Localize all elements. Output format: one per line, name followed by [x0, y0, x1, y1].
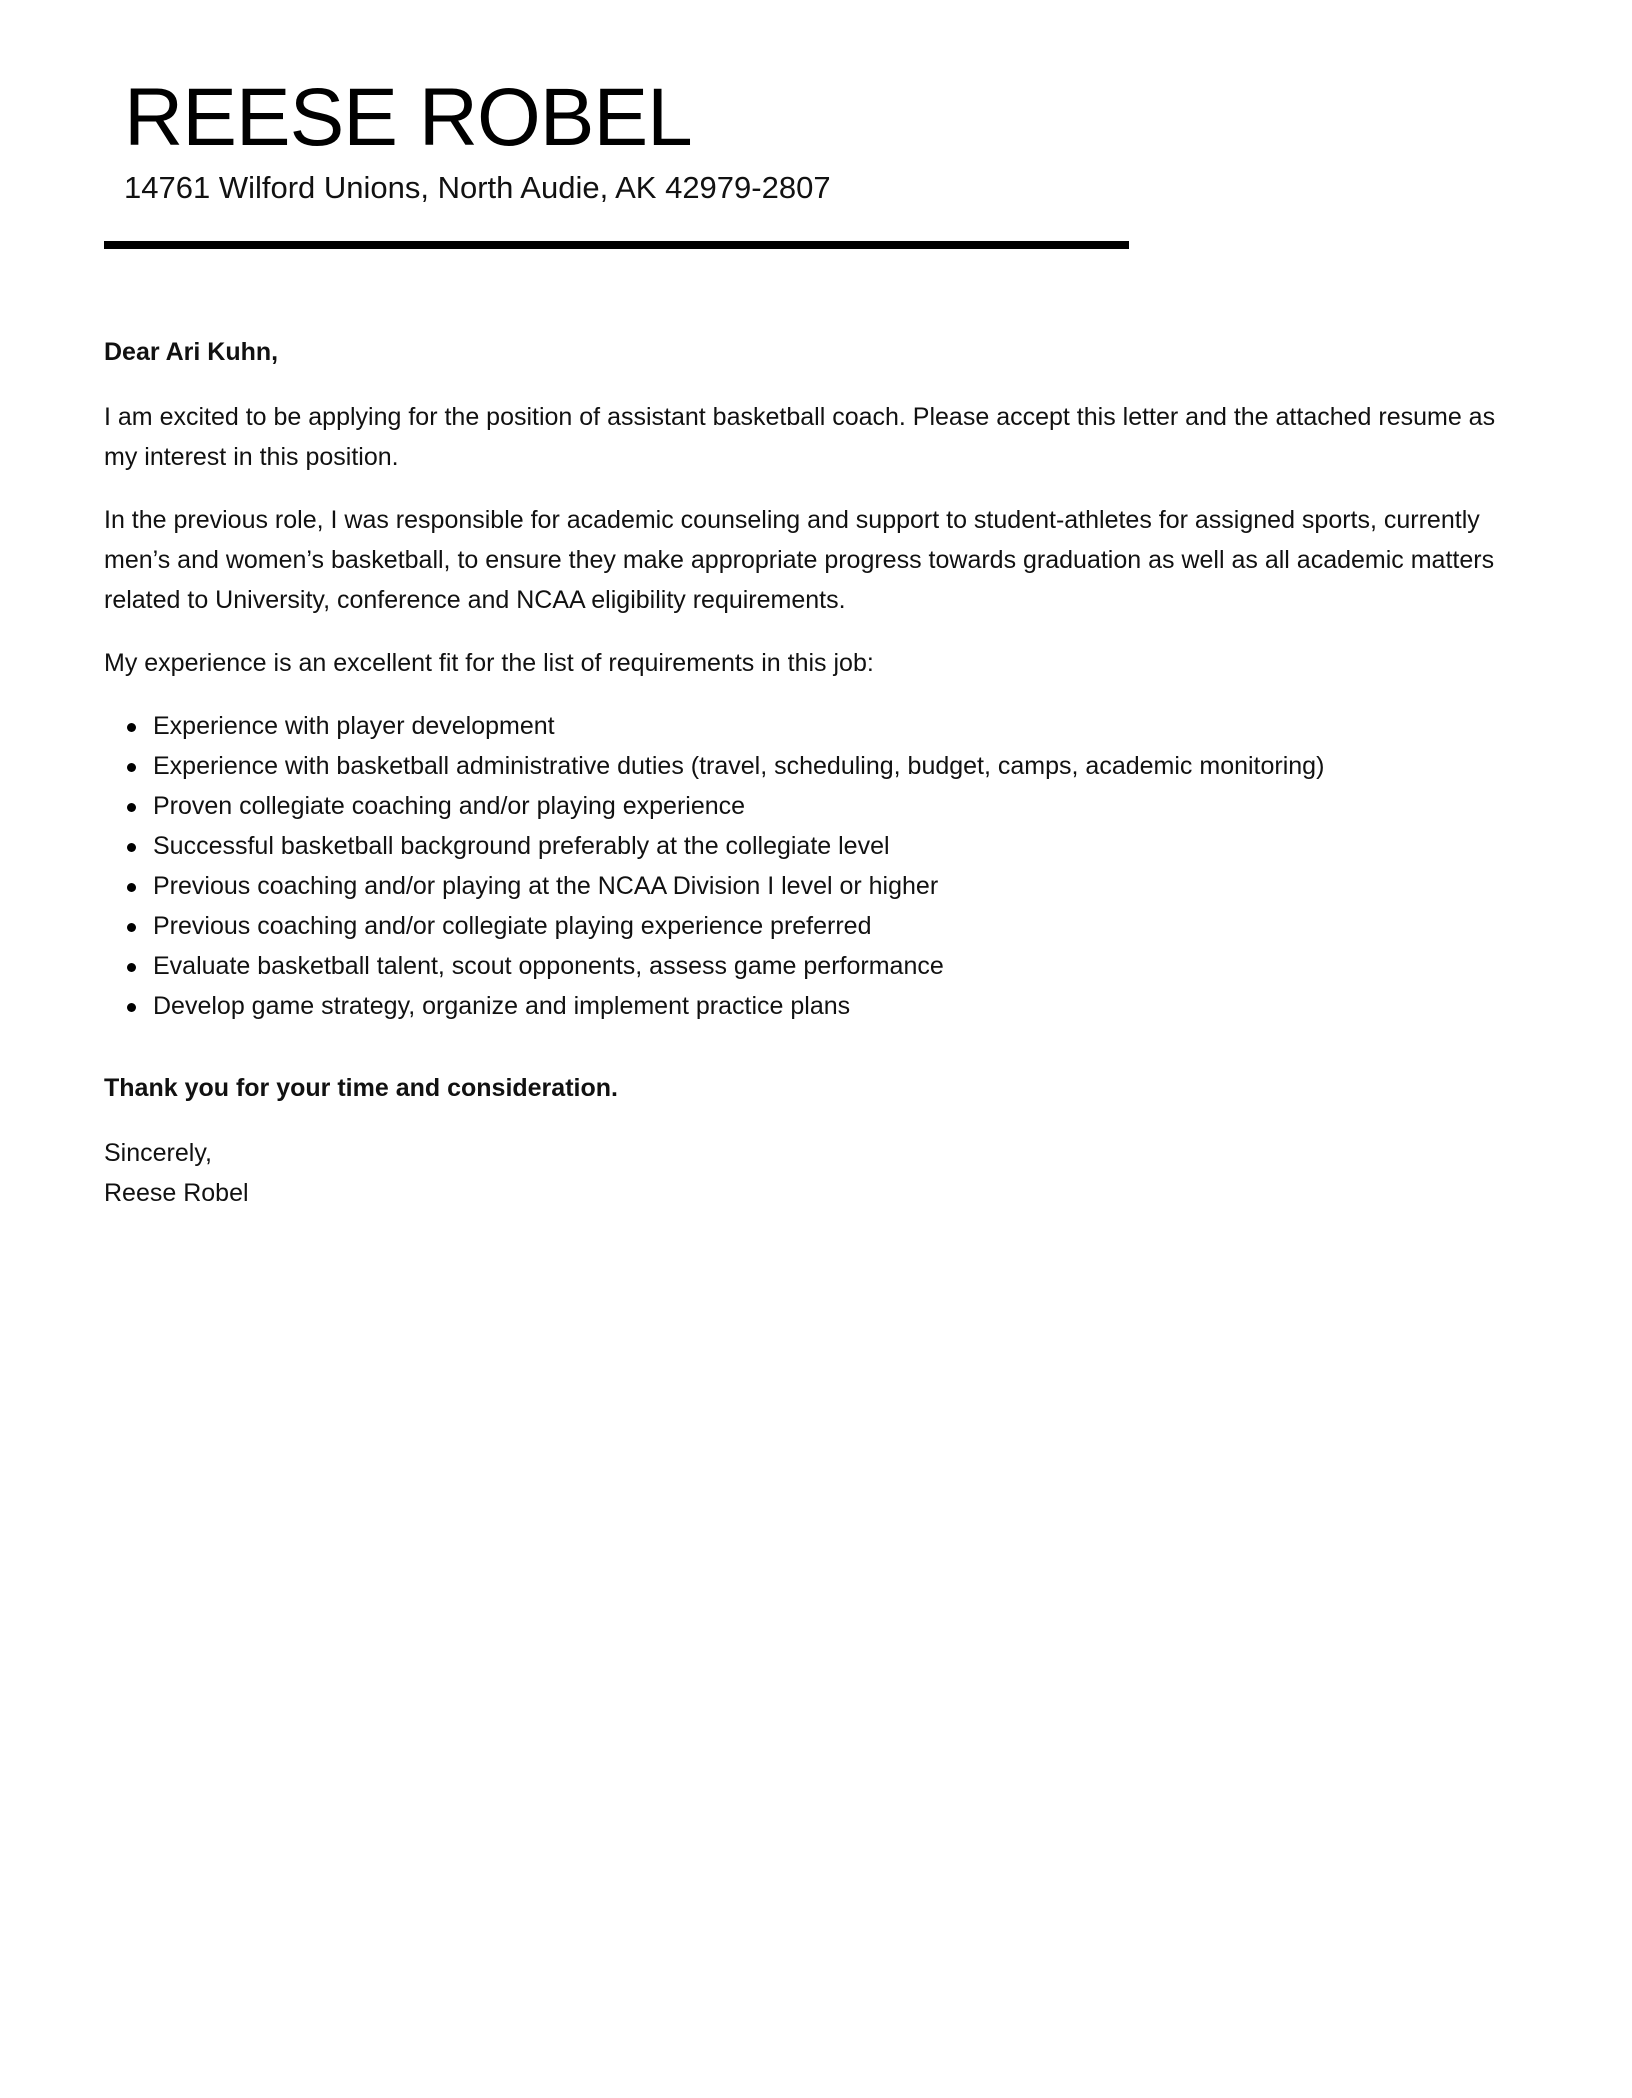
- bullet-icon: [127, 843, 136, 852]
- list-item-text: Proven collegiate coaching and/or playing experience: [153, 792, 746, 820]
- signature-name: Reese Robel: [104, 1179, 249, 1207]
- list-item: [104, 866, 1534, 906]
- applicant-name: REESE ROBEL: [124, 72, 692, 163]
- list-item-text: Previous coaching and/or playing at the NCAA Division I level or higher: [153, 872, 939, 900]
- bullet-icon: [127, 1003, 136, 1012]
- experience-paragraph: In the previous role, I was responsible for academic counseling and support to student-athletes for assigned sports, currently men’s and women’s basketball, to ensure they make appropriate progress towards graduation as well as all academic matters related to University, conference and NCAA eligibility requirements.: [104, 506, 1495, 614]
- signoff-block: [104, 1133, 1534, 1213]
- list-item-text: Develop game strategy, organize and implement practice plans: [153, 992, 851, 1020]
- header-divider: [104, 241, 1129, 249]
- bullet-icon: [127, 883, 136, 892]
- list-item-text: Evaluate basketball talent, scout opponents, assess game performance: [153, 952, 944, 980]
- list-item: [104, 786, 1534, 826]
- salutation: Dear Ari Kuhn,: [104, 338, 279, 366]
- list-item-text: Successful basketball background preferably at the collegiate level: [153, 832, 890, 860]
- applicant-address: 14761 Wilford Unions, North Audie, AK 42979-2807: [124, 170, 831, 205]
- intro-paragraph: I am excited to be applying for the position of assistant basketball coach. Please accept this letter and the attached resume as my interest in this position.: [104, 403, 1496, 471]
- list-item-text: Experience with basketball administrative duties (travel, scheduling, budget, camps, academic monitoring): [153, 752, 1325, 780]
- closing-line: Thank you for your time and consideration.: [104, 1074, 618, 1102]
- list-item: [104, 826, 1534, 866]
- list-item: [104, 906, 1534, 946]
- bullet-icon: [127, 923, 136, 932]
- letter-body: [104, 332, 1534, 1213]
- signoff-text: Sincerely,: [104, 1139, 212, 1167]
- requirements-intro: My experience is an excellent fit for the list of requirements in this job:: [104, 649, 874, 677]
- list-item: [104, 706, 1534, 746]
- bullet-icon: [127, 963, 136, 972]
- list-item: [104, 746, 1534, 786]
- list-item-text: Experience with player development: [153, 712, 555, 740]
- list-item: [104, 986, 1534, 1026]
- requirements-list: [104, 706, 1534, 1026]
- bullet-icon: [127, 723, 136, 732]
- bullet-icon: [127, 803, 136, 812]
- letter-header: [104, 70, 1136, 208]
- list-item: [104, 946, 1534, 986]
- list-item-text: Previous coaching and/or collegiate playing experience preferred: [153, 912, 872, 940]
- bullet-icon: [127, 763, 136, 772]
